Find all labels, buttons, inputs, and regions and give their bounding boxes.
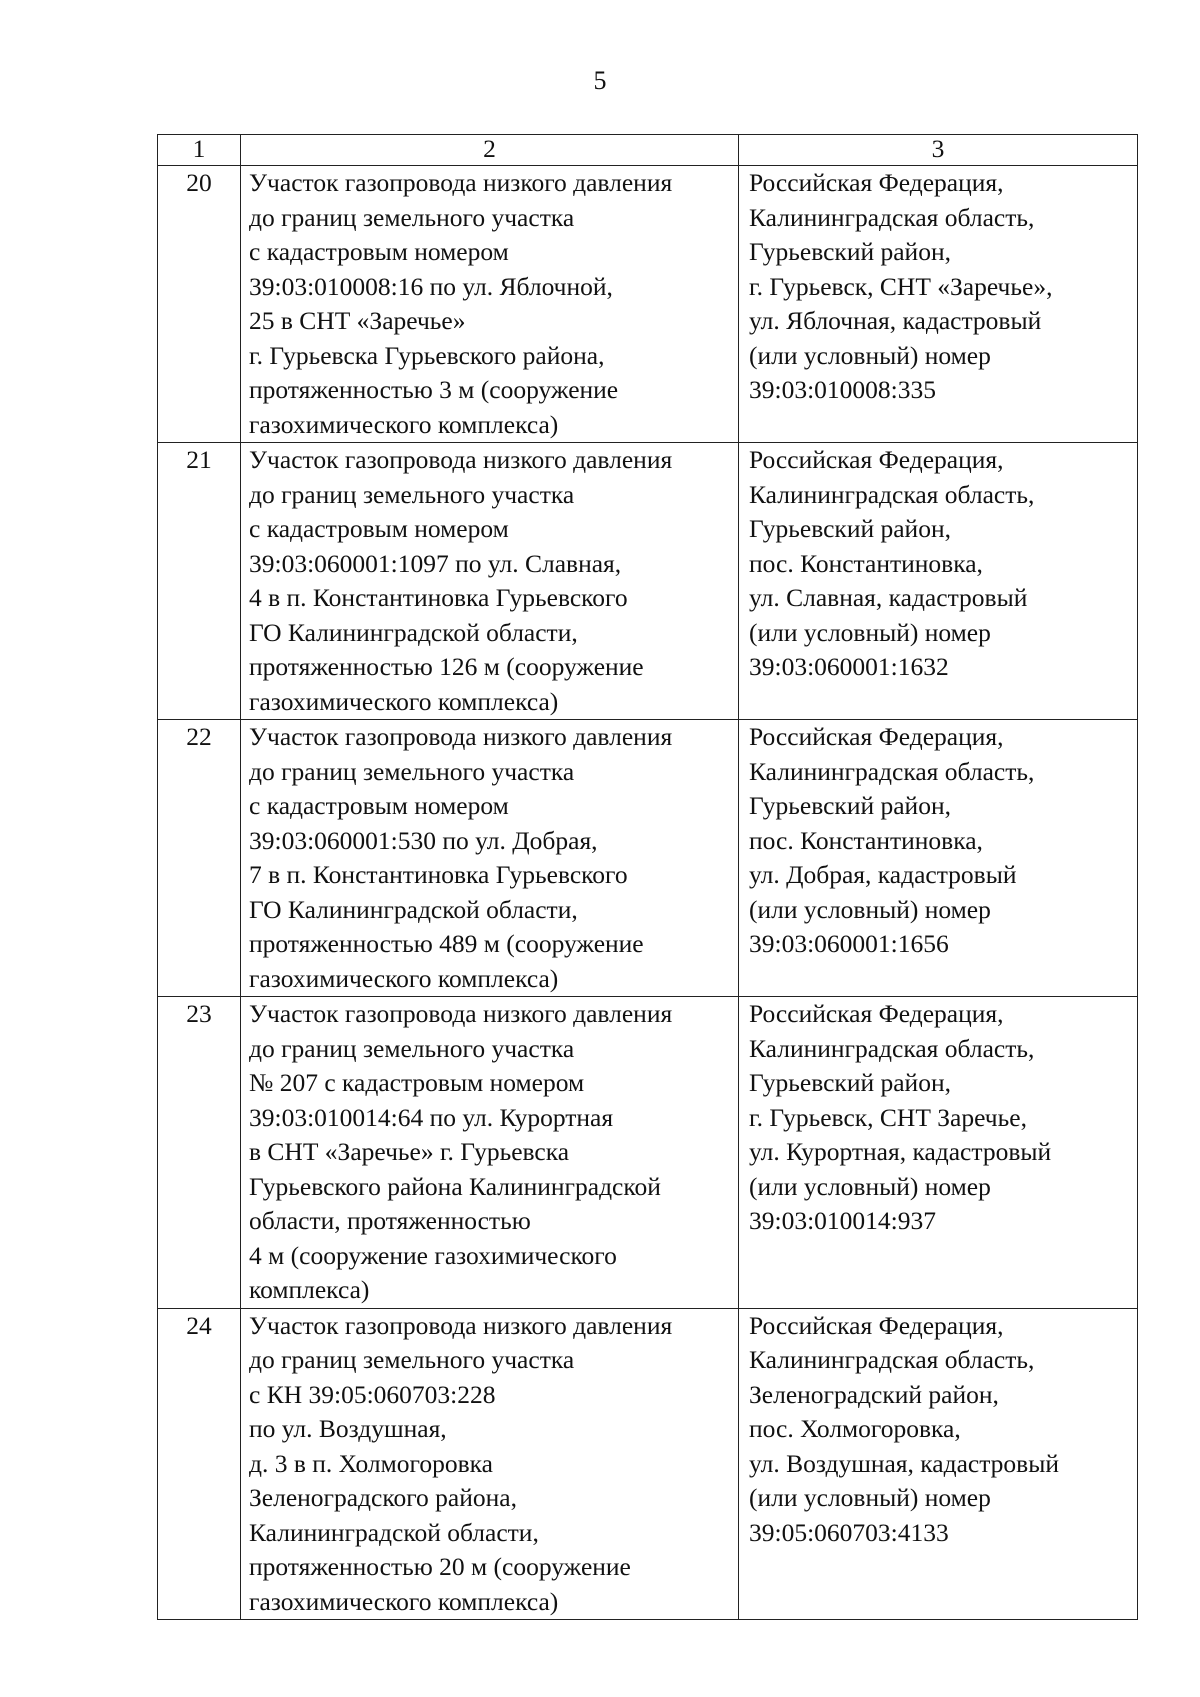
table-header-row [158,135,1138,166]
description-line: до границ земельного участка [249,1345,575,1374]
table-row [158,997,1138,1309]
description-line: Участок газопровода низкого давления [249,999,673,1028]
address-line: пос. Константиновка, [749,825,983,855]
description-line: Участок газопровода низкого давления [249,1310,673,1340]
page-number: 5 [593,66,607,95]
description-line: Участок газопровода низкого давления [249,722,673,751]
description-line: газохимического комплекса) [249,963,559,993]
description-line: Участок газопровода низкого давления [249,168,673,197]
address-line: Калининградская область, [749,1345,1035,1374]
table-row [158,443,1138,720]
row-number: 21 [158,443,241,720]
address-line: (или условный) номер [749,340,991,370]
description-line: 7 в п. Константиновка Гурьевского [249,860,628,889]
address-line: Гурьевский район, [749,514,951,543]
description-line: Зеленоградского района, [249,1483,517,1512]
address-line: Гурьевский район, [749,1068,951,1097]
table-row [158,1308,1138,1620]
table-body [158,135,1138,1620]
description-line: Гурьевского района Калининградской [249,1171,661,1201]
address-line: Зеленоградский район, [749,1379,999,1409]
row-number: 20 [158,166,241,443]
address-line: г. Гурьевск, СНТ Заречье, [749,1102,1027,1132]
objects-table [157,134,1138,1620]
description-line: ГО Калининградской области, [249,617,578,647]
address-line: Российская Федерация, [749,999,1004,1028]
description-line: 39:03:060001:530 по ул. Добрая, [249,825,598,855]
address-line: Гурьевский район, [749,791,951,820]
address-line: ул. Яблочная, кадастровый [749,306,1042,335]
object-address [739,1308,1138,1620]
address-line: Калининградская область, [749,479,1035,509]
object-address [739,720,1138,997]
description-line: протяженностью 20 м (сооружение [249,1552,631,1581]
address-line: Российская Федерация, [749,1310,1004,1340]
description-line: газохимического комплекса) [249,1586,559,1616]
address-line: Калининградская область, [749,756,1035,786]
description-line: с кадастровым номером [249,514,509,543]
description-line: области, протяженностью [249,1206,531,1235]
object-description [241,166,739,443]
description-line: с кадастровым номером [249,791,509,820]
description-line: протяженностью 126 м (сооружение [249,652,644,681]
description-line: с КН 39:05:060703:228 [249,1379,496,1409]
header-col-2: 2 [241,135,739,166]
address-line: ул. Воздушная, кадастровый [749,1448,1059,1478]
description-line: до границ земельного участка [249,479,575,509]
address-line: Гурьевский район, [749,237,951,266]
description-line: протяженностью 3 м (сооружение [249,375,619,404]
description-line: до границ земельного участка [249,1033,575,1063]
description-line: 39:03:010008:16 по ул. Яблочной, [249,271,613,301]
description-line: по ул. Воздушная, [249,1414,447,1443]
object-description [241,720,739,997]
header-col-1: 1 [158,135,241,166]
description-line: газохимического комплекса) [249,409,559,439]
header-col-3: 3 [739,135,1138,166]
description-line: 4 в п. Константиновка Гурьевского [249,583,628,612]
table-row [158,720,1138,997]
description-line: 25 в СНТ «Заречье» [249,306,466,335]
description-line: д. 3 в п. Холмогоровка [249,1448,493,1478]
address-line: 39:03:060001:1632 [749,652,949,681]
address-line: Калининградская область, [749,202,1035,232]
description-line: Калининградской области, [249,1517,539,1547]
description-line: до границ земельного участка [249,202,575,232]
description-line: протяженностью 489 м (сооружение [249,929,644,958]
address-line: (или условный) номер [749,1483,991,1512]
address-line: г. Гурьевск, СНТ «Заречье», [749,271,1053,301]
object-description [241,1308,739,1620]
address-line: пос. Холмогоровка, [749,1414,961,1443]
address-line: ул. Славная, кадастровый [749,583,1028,612]
object-description [241,443,739,720]
address-line: (или условный) номер [749,617,991,647]
address-line: 39:03:060001:1656 [749,929,949,958]
object-address [739,443,1138,720]
address-line: Российская Федерация, [749,168,1004,197]
row-number: 22 [158,720,241,997]
address-line: ул. Курортная, кадастровый [749,1137,1052,1166]
address-line: 39:03:010008:335 [749,375,937,404]
object-address [739,166,1138,443]
description-line: с кадастровым номером [249,237,509,266]
description-line: г. Гурьевска Гурьевского района, [249,340,605,370]
description-line: комплекса) [249,1275,370,1304]
address-line: (или условный) номер [749,1171,991,1201]
description-line: 39:03:060001:1097 по ул. Славная, [249,548,622,578]
address-line: Российская Федерация, [749,445,1004,474]
address-line: пос. Константиновка, [749,548,983,578]
description-line: в СНТ «Заречье» г. Гурьевска [249,1137,570,1166]
object-description [241,997,739,1309]
description-line: газохимического комплекса) [249,686,559,716]
description-line: до границ земельного участка [249,756,575,786]
description-line: № 207 с кадастровым номером [249,1068,585,1097]
description-line: 39:03:010014:64 по ул. Курортная [249,1102,614,1132]
row-number: 24 [158,1308,241,1620]
row-number: 23 [158,997,241,1309]
description-line: ГО Калининградской области, [249,894,578,924]
address-line: ул. Добрая, кадастровый [749,860,1017,889]
address-line: Российская Федерация, [749,722,1004,751]
address-line: 39:03:010014:937 [749,1206,937,1235]
description-line: 4 м (сооружение газохимического [249,1240,617,1270]
table-row [158,166,1138,443]
address-line: Калининградская область, [749,1033,1035,1063]
description-line: Участок газопровода низкого давления [249,445,673,474]
object-address [739,997,1138,1309]
address-line: (или условный) номер [749,894,991,924]
address-line: 39:05:060703:4133 [749,1517,949,1547]
